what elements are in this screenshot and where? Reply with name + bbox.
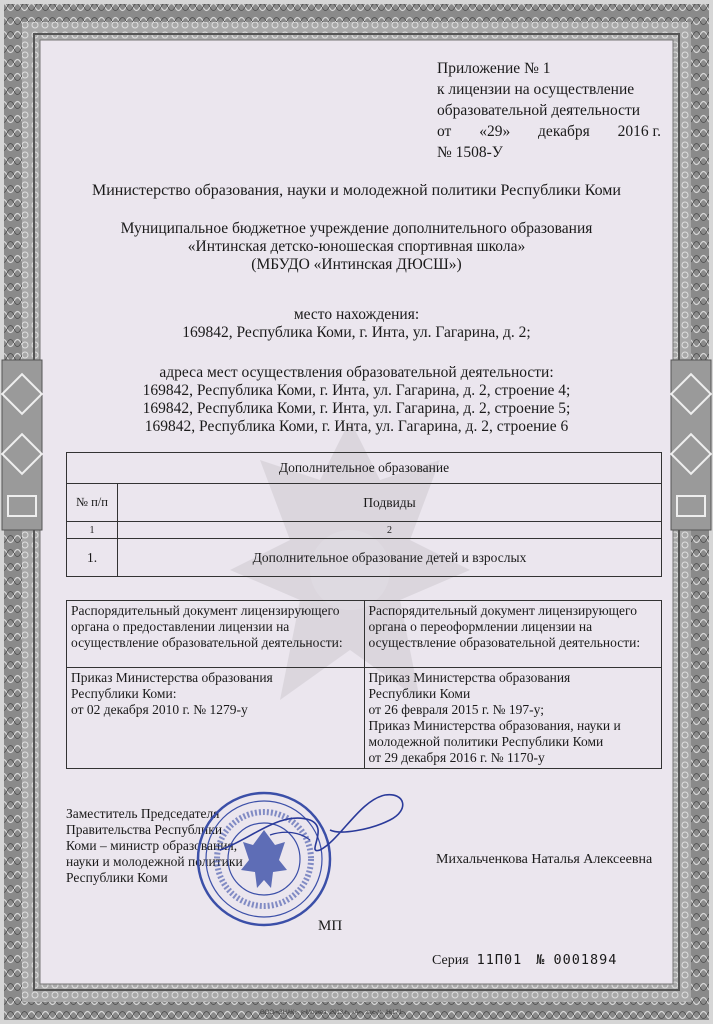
series-number: 0001894 [553,952,618,968]
appendix-number: № 1508-У [437,144,503,161]
handwritten-signature-icon [210,780,420,870]
signatory-title: Заместитель Председателя Правительства Республики Коми – министр образования, науки и молодежной политики Республики Коми [66,806,243,885]
signatory-name: Михальченкова Наталья Алексеевна [436,852,653,867]
address-item: 169842, Республика Коми, г. Инта, ул. Гагарина, д. 2, строение 4; [142,382,571,399]
education-table-title: Дополнительное образование [67,453,662,484]
doc-right-cell: Приказ Министерства образования Республики Коми от 26 февраля 2015 г. № 197-у; Приказ Министерства образования, науки и молодежной политики Республики Коми от 29 декабря 2016 г. № 1170-у [364,668,662,769]
education-table [66,452,662,577]
activity-addresses: адреса мест осуществления образовательной деятельности: 169842, Республика Коми, г. Инта, ул. Гагарина, д. 2, строение 4; 169842, Республика Коми, г. Инта, ул. Гагарина, д. 2, строение 5; 169842, Республика Коми, г. Инта, ул. Гагарина, д. 2, строение 6 [60,364,653,436]
series-number-sign: № [536,952,546,968]
doc-header-right: Распорядительный документ лицензирующего органа о переоформлении лицензии на осуществление образовательной деятельности: [364,601,662,668]
right-knot-icon [671,360,711,530]
ministry-title: Министерство образования, науки и молодежной политики Республики Коми [92,182,621,199]
doc-header-left: Распорядительный документ лицензирующего органа о предоставлении лицензии на осуществление образовательной деятельности: [67,601,365,668]
left-knot-icon [2,360,42,530]
appendix-line2: к лицензии на осуществление [437,81,635,98]
col-sub-header: Подвиды [118,484,662,522]
documents-table [66,600,662,769]
address-item: 169842, Республика Коми, г. Инта, ул. Гагарина, д. 2, строение 6 [144,418,569,435]
col-num-header: № п/п [67,484,118,522]
appendix-date: от «29» декабря 2016 г. [437,123,661,140]
printer-imprint: ООО «ЗНАК», г. Москва, 2013 г., «А», зак. № 16171. [260,1010,404,1016]
appendix-line3: образовательной деятельности [437,102,641,119]
row-number: 1. [67,539,118,577]
location: место нахождения: 169842, Республика Коми, г. Инта, ул. Гагарина, д. 2; [182,306,531,341]
institution-name: Муниципальное бюджетное учреждение дополнительного образования «Интинская детско-юношеская спортивная школа» (МБУДО «Интинская ДЮСШ») [120,220,593,273]
index-cell: 1 [67,522,118,539]
doc-left-cell: Приказ Министерства образования Республики Коми: от 02 декабря 2010 г. № 1279-у [67,668,365,769]
series-code: 11П01 [476,952,523,968]
appendix-title: Приложение № 1 [437,60,551,77]
series-label: Серия [432,953,469,968]
form-series [432,952,617,969]
stamp-place-label: МП [318,918,343,934]
appendix-header [437,58,661,163]
row-subtype: Дополнительное образование детей и взрослых [118,539,662,577]
index-cell: 2 [118,522,662,539]
address-item: 169842, Республика Коми, г. Инта, ул. Гагарина, д. 2, строение 5; [142,400,571,417]
